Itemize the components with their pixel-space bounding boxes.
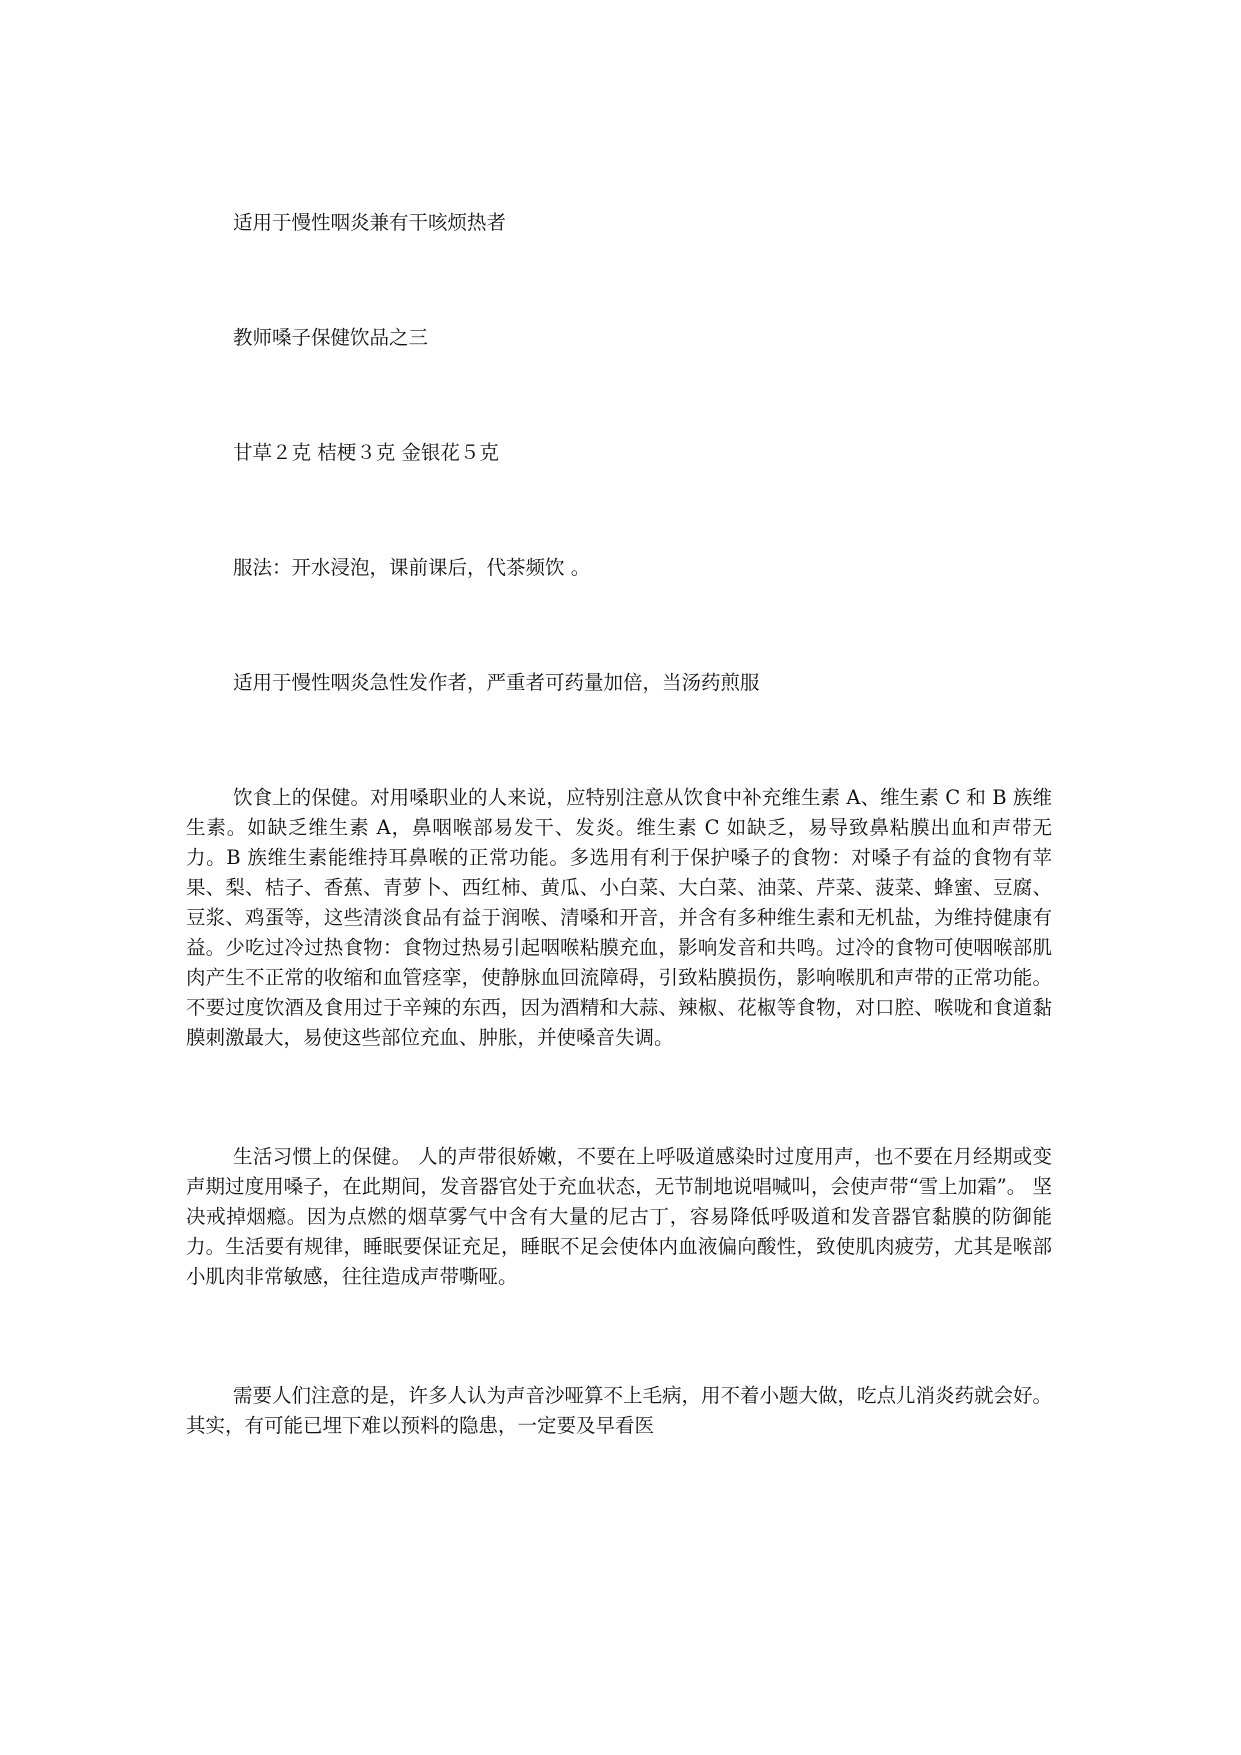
- diet-care-paragraph: 饮食上的保健。对用嗓职业的人来说，应特别注意从饮食中补充维生素 A、维生素 C 和 B 族维生素。如缺乏维生素 A，鼻咽喉部易发干、发炎。维生素 C 如缺乏，易导致鼻粘膜出血和声带无力。B 族维生素能维持耳鼻喉的正常功能。多选用有利于保护嗓子的食物：对嗓子有益的食物有苹果、梨、桔子、香蕉、青萝卜、西红柿、黄瓜、小白菜、大白菜、油菜、芹菜、菠菜、蜂蜜、豆腐、豆浆、鸡蛋等，这些清淡食品有益于润喉、清嗓和开音，并含有多种维生素和无机盐，为维持健康有益。少吃过冷过热食物：食物过热易引起咽喉粘膜充血，影响发音和共鸣。过冷的食物可使咽喉部肌肉产生不正常的收缩和血管痉挛，使静脉血回流障碍，引致粘膜损伤，影响喉肌和声带的正常功能。不要过度饮酒及食用过于辛辣的东西，因为酒精和大蒜、辣椒、花椒等食物，对口腔、喉咙和食道黏膜刺激最大，易使这些部位充血、肿胀，并使嗓音失调。: [186, 786, 1052, 1049]
- section-heading: 教师嗓子保健饮品之三: [233, 326, 429, 349]
- caution-paragraph: 需要人们注意的是，许多人认为声音沙哑算不上毛病，用不着小题大做，吃点儿消炎药就会好。其实，有可能已埋下难以预料的隐患，一定要及早看医: [186, 1384, 1053, 1437]
- usage-line: 服法：开水浸泡，课前课后，代茶频饮 。: [233, 556, 591, 579]
- ingredients-line: 甘草２克 桔梗３克 金银花５克: [233, 441, 499, 464]
- suitability-note-2: 适用于慢性咽炎急性发作者，严重者可药量加倍，当汤药煎服: [233, 671, 760, 694]
- habit-care-paragraph: 生活习惯上的保健。 人的声带很娇嫩，不要在上呼吸道感染时过度用声，也不要在月经期或变声期过度用嗓子，在此期间，发音器官处于充血状态，无节制地说唱喊叫，会使声带“雪上加霜”。 坚决戒掉烟瘾。因为点燃的烟草雾气中含有大量的尼古丁，容易降低呼吸道和发音器官黏膜的防御能力。生活要有规律，睡眠要保证充足，睡眠不足会使体内血液偏向酸性，致使肌肉疲劳，尤其是喉部小肌肉非常敏感，往往造成声带嘶哑。: [186, 1145, 1052, 1288]
- suitability-note-1: 适用于慢性咽炎兼有干咳烦热者: [233, 211, 507, 234]
